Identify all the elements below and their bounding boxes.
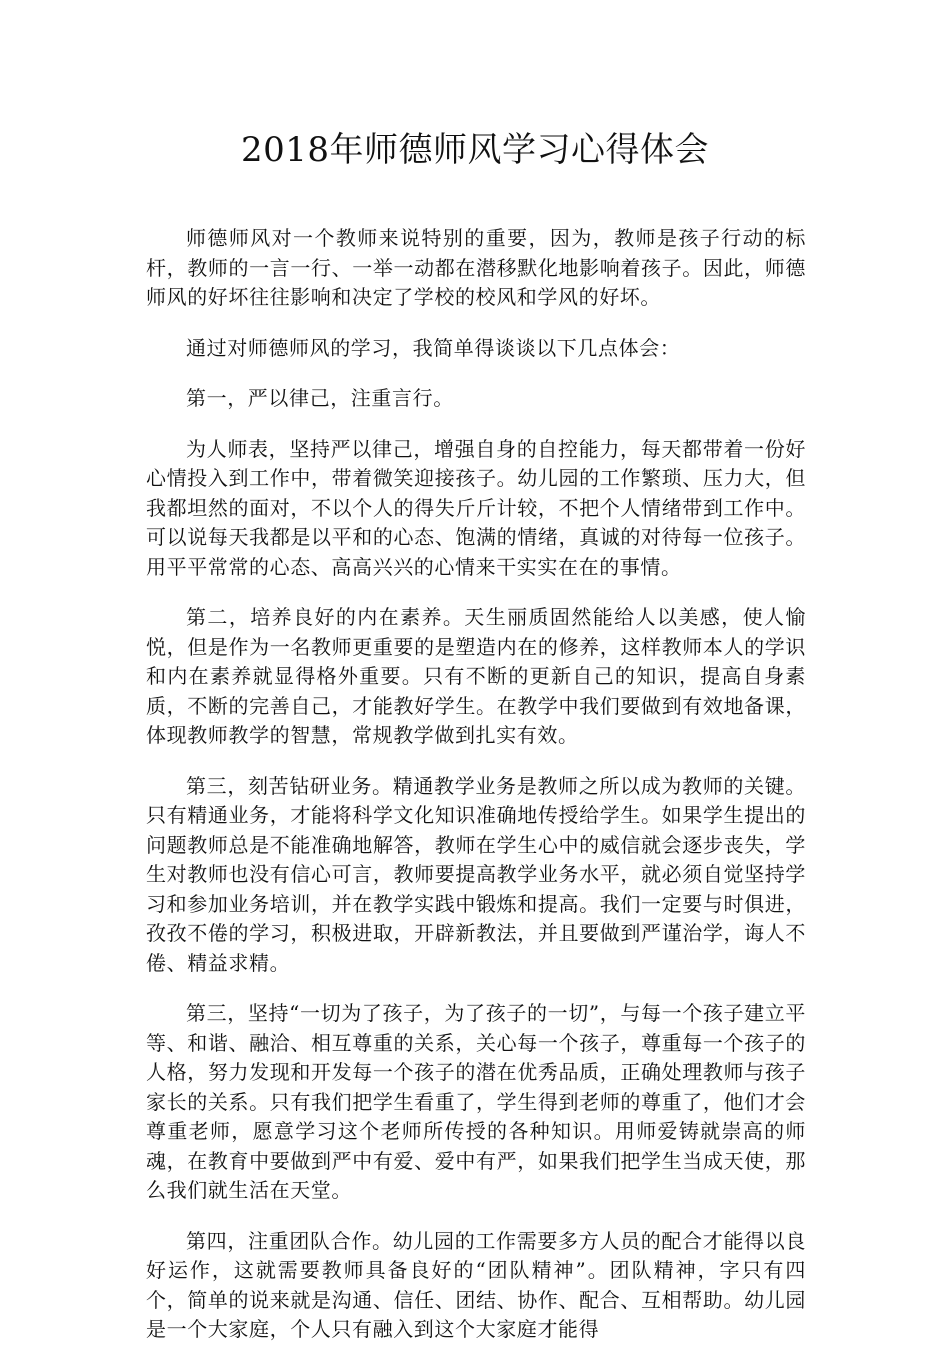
- paragraph-intro: 师德师风对一个教师来说特别的重要，因为，教师是孩子行动的标杆，教师的一言一行、一举一动都在潜移默化地影响着孩子。因此，师德师风的好坏往往影响和决定了学校的校风和学风的好坏。: [146, 226, 806, 309]
- paragraph-point-3a: 第三，刻苦钻研业务。精通教学业务是教师之所以成为教师的关键。只有精通业务，才能将科学文化知识准确地传授给学生。如果学生提出的问题教师总是不能准确地解答，教师在学生心中的威信就会逐步丧失，学生对教师也没有信心可言，教师要提高教学业务水平，就必须自觉坚持学习和参加业务培训，并在教学实践中锻炼和提高。我们一定要与时俱进，孜孜不倦的学习，积极进取，开辟新教法，并且要做到严谨治学，诲人不倦、精益求精。: [146, 773, 806, 975]
- document-body: [146, 224, 806, 1366]
- paragraph-point-2: 第二，培养良好的内在素养。天生丽质固然能给人以美感，使人愉悦，但是作为一名教师更重要的是塑造内在的修养，这样教师本人的学识和内在素养就显得格外重要。只有不断的更新自己的知识，提高自身素质，不断的完善自己，才能教好学生。在教学中我们要做到有效地备课，体现教师教学的智慧，常规教学做到扎实有效。: [146, 605, 806, 747]
- document-title: 2018年师德师风学习心得体会: [240, 130, 710, 170]
- paragraph-point-1-body: 为人师表，坚持严以律己，增强自身的自控能力，每天都带着一份好心情投入到工作中，带着微笑迎接孩子。幼儿园的工作繁琐、压力大，但我都坦然的面对，不以个人的得失斤斤计较，不把个人情绪带到工作中。可以说每天我都是以平和的心态、饱满的情绪，真诚的对待每一位孩子。用平平常常的心态、高高兴兴的心情来干实实在在的事情。: [146, 436, 806, 579]
- paragraph-lead-in: 通过对师德师风的学习，我简单得谈谈以下几点体会：: [186, 335, 681, 360]
- paragraph-point-3b: 第三，坚持“一切为了孩子，为了孩子的一切”，与每一个孩子建立平等、和谐、融洽、相互尊重的关系，关心每一个孩子，尊重每一个孩子的人格，努力发现和开发每一个孩子的潜在优秀品质，正确处理教师与孩子家长的关系。只有我们把学生看重了，学生得到老师的尊重了，他们才会尊重老师，愿意学习这个老师所传授的各种知识。用师爱铸就崇高的师魂，在教育中要做到严中有爱、爱中有严，如果我们把学生当成天使，那么我们就生活在天堂。: [146, 1001, 806, 1202]
- paragraph-point-4: 第四，注重团队合作。幼儿园的工作需要多方人员的配合才能得以良好运作，这就需要教师具备良好的“团队精神”。团队精神，字只有四个，简单的说来就是沟通、信任、团结、协作、配合、互相帮助。幼儿园是一个大家庭，个人只有融入到这个大家庭才能得: [146, 1228, 806, 1341]
- paragraph-point-1-heading: 第一，严以律己，注重言行。: [186, 386, 454, 410]
